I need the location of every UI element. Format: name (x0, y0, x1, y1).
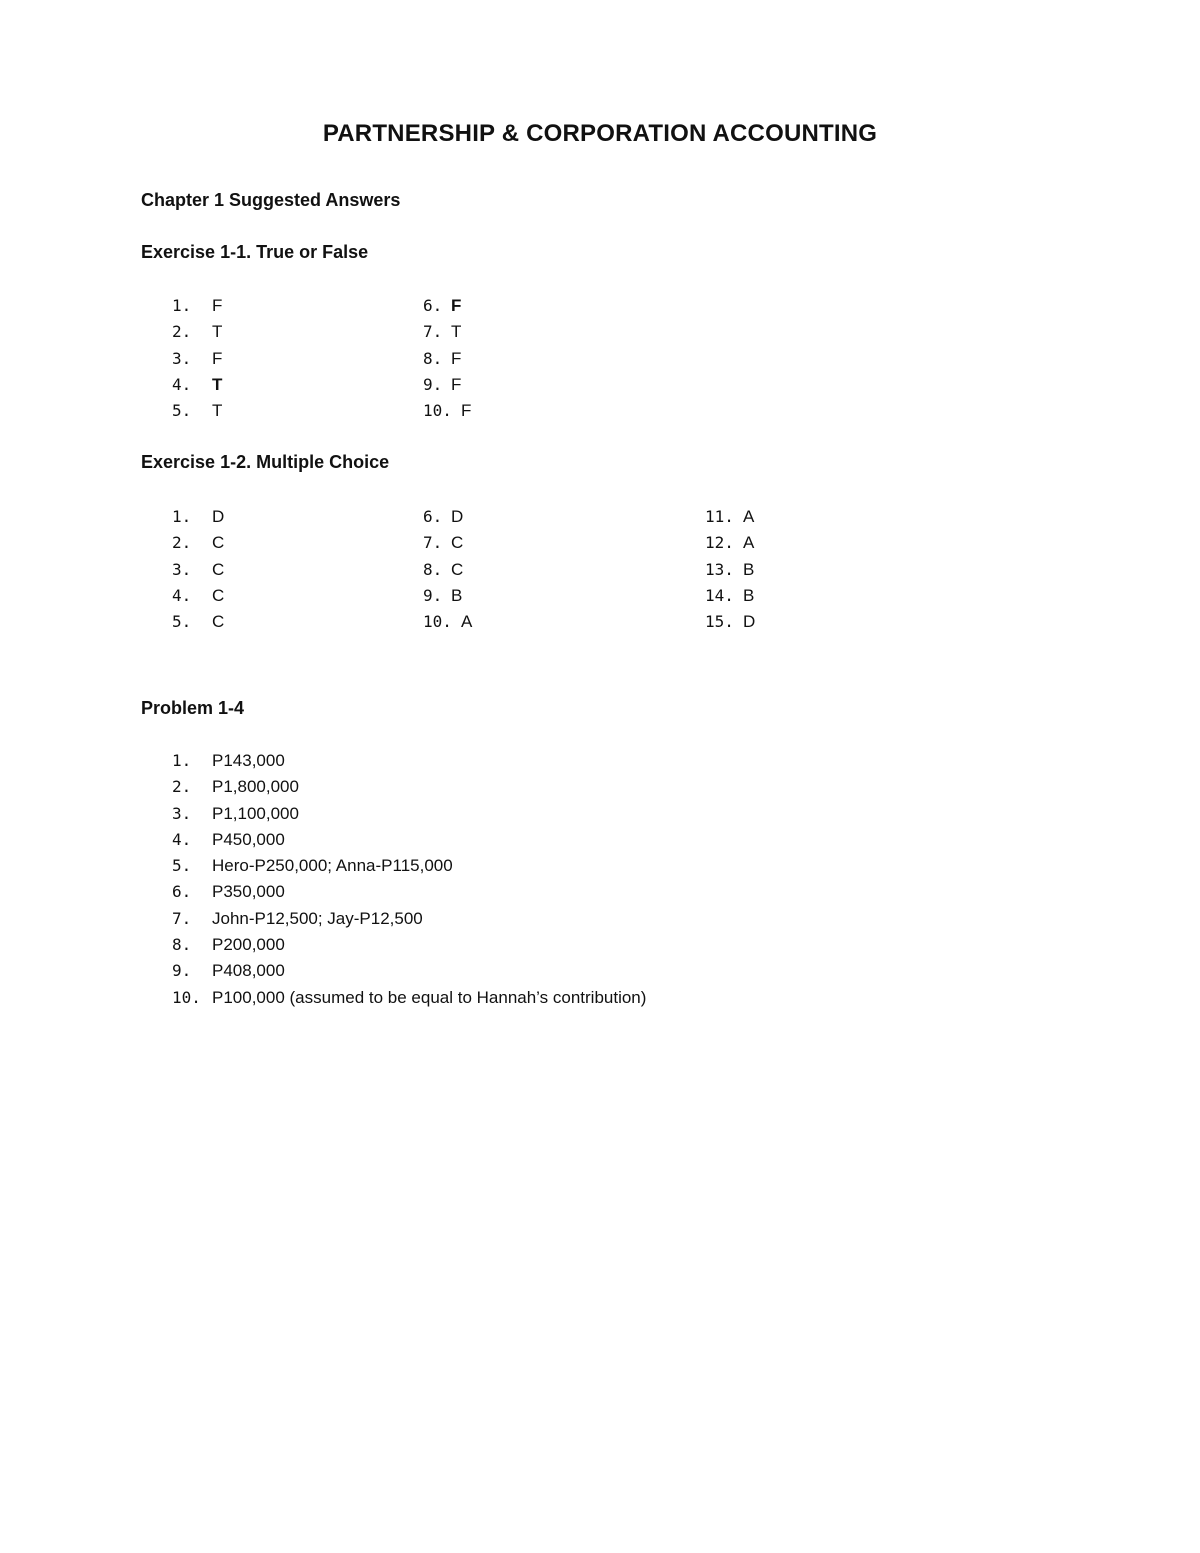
item-answer: B (743, 559, 755, 579)
chapter-heading: Chapter 1 Suggested Answers (141, 190, 401, 210)
item-number: 5. (172, 401, 192, 421)
item-number: 1. (172, 507, 192, 526)
item-number: 3. (172, 559, 192, 579)
list-item (705, 609, 755, 635)
item-number: 8. (423, 559, 443, 579)
list-item (172, 958, 646, 984)
exercise-1-2-heading: Exercise 1-2. Multiple Choice (141, 452, 390, 472)
item-answer: B (451, 585, 463, 605)
exercise-1-1-heading: Exercise 1-1. True or False (141, 242, 369, 262)
list-item (705, 530, 755, 556)
item-number: 11. (705, 507, 734, 526)
item-answer: T (212, 374, 223, 394)
list-item (172, 504, 224, 530)
list-item (423, 609, 472, 635)
item-answer: D (743, 612, 756, 632)
list-item (172, 557, 224, 583)
item-answer: C (212, 585, 225, 605)
item-number: 7. (423, 533, 443, 553)
item-answer: T (212, 401, 223, 421)
item-number: 6. (423, 296, 443, 315)
item-answer: P1,100,000 (212, 803, 299, 823)
list-item (423, 583, 472, 609)
item-answer: T (451, 322, 462, 342)
item-answer: C (451, 559, 464, 579)
item-answer: F (212, 348, 223, 368)
item-number: 9. (423, 585, 443, 605)
item-answer: C (451, 533, 464, 553)
item-number: 5. (172, 612, 192, 632)
list-item (705, 504, 755, 530)
item-number: 3. (172, 803, 192, 823)
item-answer: C (212, 612, 225, 632)
item-answer: T (212, 322, 223, 342)
list-item (172, 906, 646, 932)
item-answer: F (451, 348, 462, 368)
page-title: PARTNERSHIP & CORPORATION ACCOUNTING (322, 120, 878, 147)
item-answer: A (461, 612, 473, 632)
item-number: 9. (423, 374, 443, 394)
item-answer: A (743, 507, 755, 526)
item-answer: F (451, 374, 462, 394)
list-item (172, 583, 224, 609)
list-item (172, 932, 646, 958)
list-item (423, 398, 471, 424)
item-answer: F (461, 401, 472, 421)
item-answer: F (451, 296, 462, 315)
list-item (172, 801, 646, 827)
item-answer: P100,000 (assumed to be equal to Hannah’s contribution) (212, 987, 647, 1007)
item-answer: C (212, 533, 225, 553)
list-item (172, 827, 646, 853)
item-answer: C (212, 559, 225, 579)
item-answer: A (743, 533, 755, 553)
item-number: 8. (423, 348, 443, 368)
item-number: 15. (705, 612, 734, 632)
list-item (172, 609, 224, 635)
item-answer: Hero-P250,000; Anna-P115,000 (212, 856, 453, 876)
list-item (423, 346, 471, 372)
item-number: 5. (172, 856, 192, 876)
item-answer: B (743, 585, 755, 605)
item-number: 10. (423, 612, 452, 632)
list-item (172, 853, 646, 879)
item-number: 14. (705, 585, 734, 605)
list-item (172, 748, 646, 774)
exercise-1-1-column-2 (423, 293, 471, 424)
item-answer: P143,000 (212, 751, 285, 770)
problem-1-4-list (172, 748, 646, 1011)
item-answer: P450,000 (212, 829, 285, 849)
list-item (423, 372, 471, 398)
list-item (423, 504, 472, 530)
item-number: 3. (172, 348, 192, 368)
list-item (172, 879, 646, 905)
item-answer: P350,000 (212, 882, 285, 902)
list-item (423, 319, 471, 345)
item-number: 9. (172, 961, 192, 981)
list-item (172, 293, 222, 319)
list-item (423, 557, 472, 583)
item-number: 7. (172, 908, 192, 928)
list-item (172, 319, 222, 345)
item-answer: P408,000 (212, 961, 285, 981)
item-number: 7. (423, 322, 443, 342)
exercise-1-2-column-2 (423, 504, 472, 635)
list-item (172, 774, 646, 800)
list-item (423, 530, 472, 556)
item-number: 8. (172, 935, 192, 955)
item-number: 4. (172, 374, 192, 394)
item-number: 1. (172, 296, 192, 315)
problem-1-4-heading: Problem 1-4 (141, 698, 245, 718)
item-number: 1. (172, 751, 192, 770)
item-answer: D (451, 507, 464, 526)
item-answer: P1,800,000 (212, 777, 299, 797)
list-item (172, 985, 646, 1011)
item-number: 2. (172, 777, 192, 797)
item-number: 6. (172, 882, 192, 902)
item-number: 6. (423, 507, 443, 526)
item-number: 12. (705, 533, 734, 553)
item-number: 4. (172, 585, 192, 605)
list-item (172, 530, 224, 556)
item-answer: P200,000 (212, 935, 285, 955)
list-item (172, 372, 222, 398)
item-number: 2. (172, 533, 192, 553)
item-number: 13. (705, 559, 734, 579)
list-item (705, 583, 755, 609)
item-number: 2. (172, 322, 192, 342)
item-answer: D (212, 507, 225, 526)
list-item (423, 293, 471, 319)
list-item (172, 346, 222, 372)
item-answer: F (212, 296, 223, 315)
item-number: 10. (423, 401, 452, 421)
exercise-1-1-column-1 (172, 293, 222, 424)
item-number: 4. (172, 829, 192, 849)
exercise-1-2-column-3 (705, 504, 755, 635)
list-item (172, 398, 222, 424)
item-answer: John-P12,500; Jay-P12,500 (212, 908, 423, 928)
exercise-1-2-column-1 (172, 504, 224, 635)
list-item (705, 557, 755, 583)
item-number: 10. (172, 987, 201, 1007)
